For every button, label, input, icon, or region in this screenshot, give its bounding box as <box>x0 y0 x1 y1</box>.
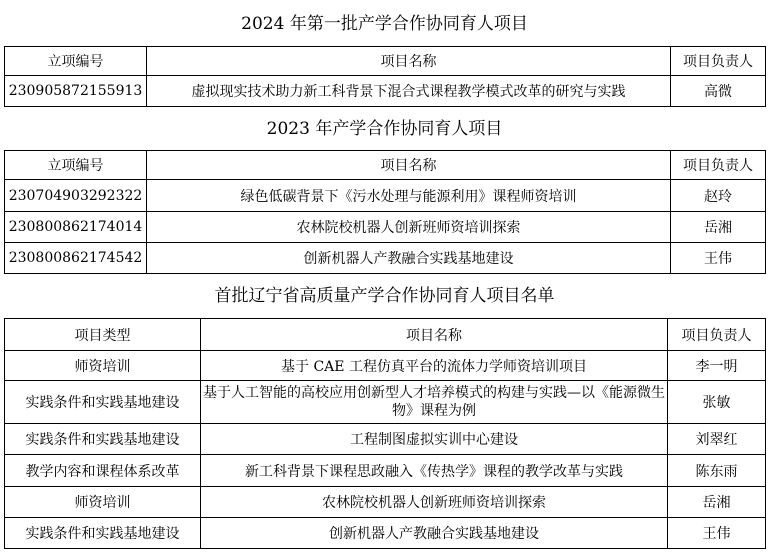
cell-project-id: 230800862174014 <box>5 212 147 243</box>
cell-project-name: 基于人工智能的高校应用创新型人才培养模式的构建与实践—以《能源微生物》课程为例 <box>201 381 668 424</box>
cell-project-type: 师资培训 <box>5 351 201 381</box>
table-row <box>5 243 766 274</box>
table-row <box>5 381 766 424</box>
header-project-type: 项目类型 <box>5 319 201 351</box>
cell-project-name: 工程制图虚拟实训中心建设 <box>201 424 668 455</box>
cell-project-id: 230905872155913 <box>5 76 147 107</box>
cell-project-name: 创新机器人产教融合实践基地建设 <box>201 518 668 549</box>
section3-title: 首批辽宁省高质量产学合作协同育人项目名单 <box>214 286 555 306</box>
table-liaoning <box>4 318 766 549</box>
header-project-id: 立项编号 <box>5 151 147 180</box>
header-project-leader: 项目负责人 <box>668 319 766 351</box>
table-header-row <box>5 151 766 180</box>
cell-project-leader: 赵玲 <box>671 180 766 212</box>
table-row <box>5 351 766 381</box>
cell-project-name: 虚拟现实技术助力新工科背景下混合式课程教学模式改革的研究与实践 <box>147 76 671 107</box>
table-header-row <box>5 47 766 76</box>
cell-project-type: 实践条件和实践基地建设 <box>5 424 201 455</box>
cell-project-id: 230704903292322 <box>5 180 147 212</box>
cell-project-leader: 高微 <box>671 76 766 107</box>
table-2023 <box>4 150 766 274</box>
header-project-name: 项目名称 <box>201 319 668 351</box>
cell-project-leader: 岳湘 <box>671 212 766 243</box>
cell-project-id: 230800862174542 <box>5 243 147 274</box>
cell-project-type: 实践条件和实践基地建设 <box>5 381 201 424</box>
table-header-row <box>5 319 766 351</box>
header-project-id: 立项编号 <box>5 47 147 76</box>
cell-project-leader: 陈东雨 <box>668 455 766 487</box>
cell-project-type: 教学内容和课程体系改革 <box>5 455 201 487</box>
cell-project-leader: 王伟 <box>671 243 766 274</box>
cell-project-name: 新工科背景下课程思政融入《传热学》课程的教学改革与实践 <box>201 455 668 487</box>
section1-title: 2024 年第一批产学合作协同育人项目 <box>241 14 528 34</box>
header-project-name: 项目名称 <box>147 47 671 76</box>
cell-project-leader: 刘翠红 <box>668 424 766 455</box>
table-row <box>5 76 766 107</box>
header-project-name: 项目名称 <box>147 151 671 180</box>
cell-project-type: 实践条件和实践基地建设 <box>5 518 201 549</box>
cell-project-name: 农林院校机器人创新班师资培训探索 <box>201 487 668 518</box>
cell-project-leader: 张敏 <box>668 381 766 424</box>
table-row <box>5 455 766 487</box>
table-row <box>5 487 766 518</box>
header-project-leader: 项目负责人 <box>671 151 766 180</box>
cell-project-leader: 李一明 <box>668 351 766 381</box>
cell-project-leader: 王伟 <box>668 518 766 549</box>
cell-project-name: 农林院校机器人创新班师资培训探索 <box>147 212 671 243</box>
cell-project-leader: 岳湘 <box>668 487 766 518</box>
section2-title: 2023 年产学合作协同育人项目 <box>266 119 503 139</box>
table-row <box>5 180 766 212</box>
cell-project-type: 师资培训 <box>5 487 201 518</box>
cell-project-name: 创新机器人产教融合实践基地建设 <box>147 243 671 274</box>
cell-project-name: 绿色低碳背景下《污水处理与能源利用》课程师资培训 <box>147 180 671 212</box>
cell-project-name: 基于 CAE 工程仿真平台的流体力学师资培训项目 <box>201 351 668 381</box>
table-row <box>5 424 766 455</box>
table-row <box>5 212 766 243</box>
header-project-leader: 项目负责人 <box>671 47 766 76</box>
table-2024 <box>4 46 766 107</box>
table-row <box>5 518 766 549</box>
